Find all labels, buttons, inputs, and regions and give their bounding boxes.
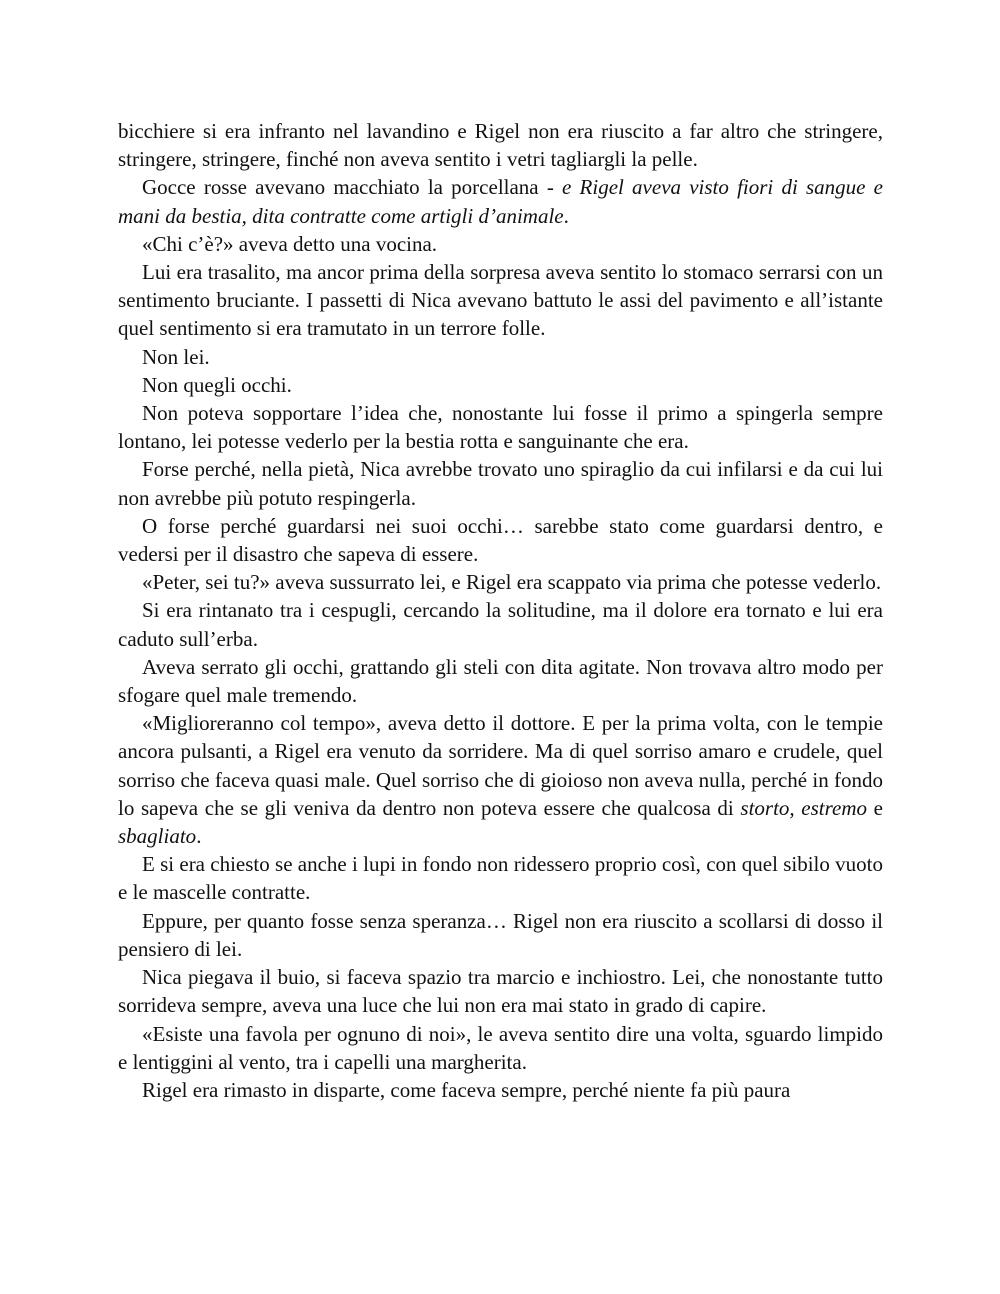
paragraph (118, 568, 883, 596)
paragraph (118, 117, 883, 173)
paragraph (118, 653, 883, 709)
text-run: «Chi c’è?» aveva detto una vocina. (142, 231, 438, 256)
text-run: Non poteva sopportare l’idea che, nonostante lui fosse il primo a spingerla sempre lontano, lei potesse vederlo per la bestia rotta e sanguinante che era. (118, 401, 883, 454)
italic-text: sbagliato (118, 824, 197, 849)
text-run: «Miglioreranno col tempo», aveva detto il dottore. E per la prima volta, con le tempie ancora pulsanti, a Rigel era venuto da sorridere. Ma di quel sorriso amaro e crudele, quel sorriso che faceva quasi male. Quel sorriso che di gioioso non aveva nulla, perché in fondo lo sapeva che se gli veniva da dentro non poteva essere che qualcosa di (118, 711, 883, 820)
paragraph (118, 1020, 883, 1076)
text-run: Lui era trasalito, ma ancor prima della sorpresa aveva sentito lo stomaco serrarsi con un sentimento bruciante. I passetti di Nica avevano battuto le assi del pavimento e all’istante quel sentimento si era tramutato in un terrore folle. (118, 260, 883, 341)
text-run: «Peter, sei tu?» aveva sussurrato lei, e Rigel era scappato via prima che potesse vederlo. (142, 570, 882, 595)
text-run: «Esiste una favola per ognuno di noi», le aveva sentito dire una volta, sguardo limpido e lentiggini al vento, tra i capelli una margherita. (118, 1021, 883, 1074)
text-run: O forse perché guardarsi nei suoi occhi… sarebbe stato come guardarsi dentro, e vedersi per il disastro che sapeva di essere. (118, 513, 883, 567)
text-run: Si era rintanato tra i cespugli, cercando la solitudine, ma il dolore era tornato e lui era caduto sull’erba. (118, 598, 883, 651)
paragraph (118, 455, 883, 511)
paragraph (118, 596, 883, 652)
text-run: bicchiere si era infranto nel lavandino e Rigel non era riuscito a far altro che stringere, stringere, stringere, finché non aveva sentito i vetri tagliargli la pelle. (118, 119, 883, 172)
text-run: E si era chiesto se anche i lupi in fondo non ridessero proprio così, con quel sibilo vuoto e le mascelle contratte. (118, 852, 883, 905)
paragraph (118, 850, 883, 906)
paragraph (118, 258, 883, 343)
paragraph (118, 371, 883, 399)
text-run: Rigel era rimasto in disparte, come faceva sempre, perché niente fa più paura (142, 1077, 791, 1102)
paragraph (118, 343, 883, 371)
text-run: Gocce rosse avevano macchiato la porcellana - (142, 175, 563, 200)
paragraph (118, 399, 883, 455)
text-run: Eppure, per quanto fosse senza speranza… Rigel non era riuscito a scollarsi di dosso il pensiero di lei. (118, 908, 883, 961)
text-run: Forse perché, nella pietà, Nica avrebbe trovato uno spiraglio da cui infilarsi e da cui lui non avrebbe più potuto respingerla. (118, 457, 883, 510)
paragraph (118, 709, 883, 850)
italic-text: e Rigel aveva visto fiori di sangue e mani da bestia, dita contratte come artigli d’animale (118, 175, 883, 228)
paragraph (118, 512, 883, 568)
paragraph (118, 907, 883, 963)
text-run: Aveva serrato gli occhi, grattando gli steli con dita agitate. Non trovava altro modo per sfogare quel male tremendo. (118, 654, 883, 708)
book-page-text (118, 117, 883, 1104)
paragraph (118, 963, 883, 1019)
paragraph (118, 1076, 883, 1104)
text-run: . (196, 824, 202, 849)
text-run: Non lei. (142, 344, 210, 369)
text-run: . (563, 203, 569, 228)
paragraph (118, 230, 883, 258)
text-run: e (867, 795, 883, 820)
italic-text: storto, estremo (740, 795, 868, 820)
text-run: Non quegli occhi. (142, 372, 292, 397)
paragraph (118, 173, 883, 229)
text-run: Nica piegava il buio, si faceva spazio tra marcio e inchiostro. Lei, che nonostante tutto sorrideva sempre, aveva una luce che lui non era mai stato in grado di capire. (118, 965, 883, 1018)
